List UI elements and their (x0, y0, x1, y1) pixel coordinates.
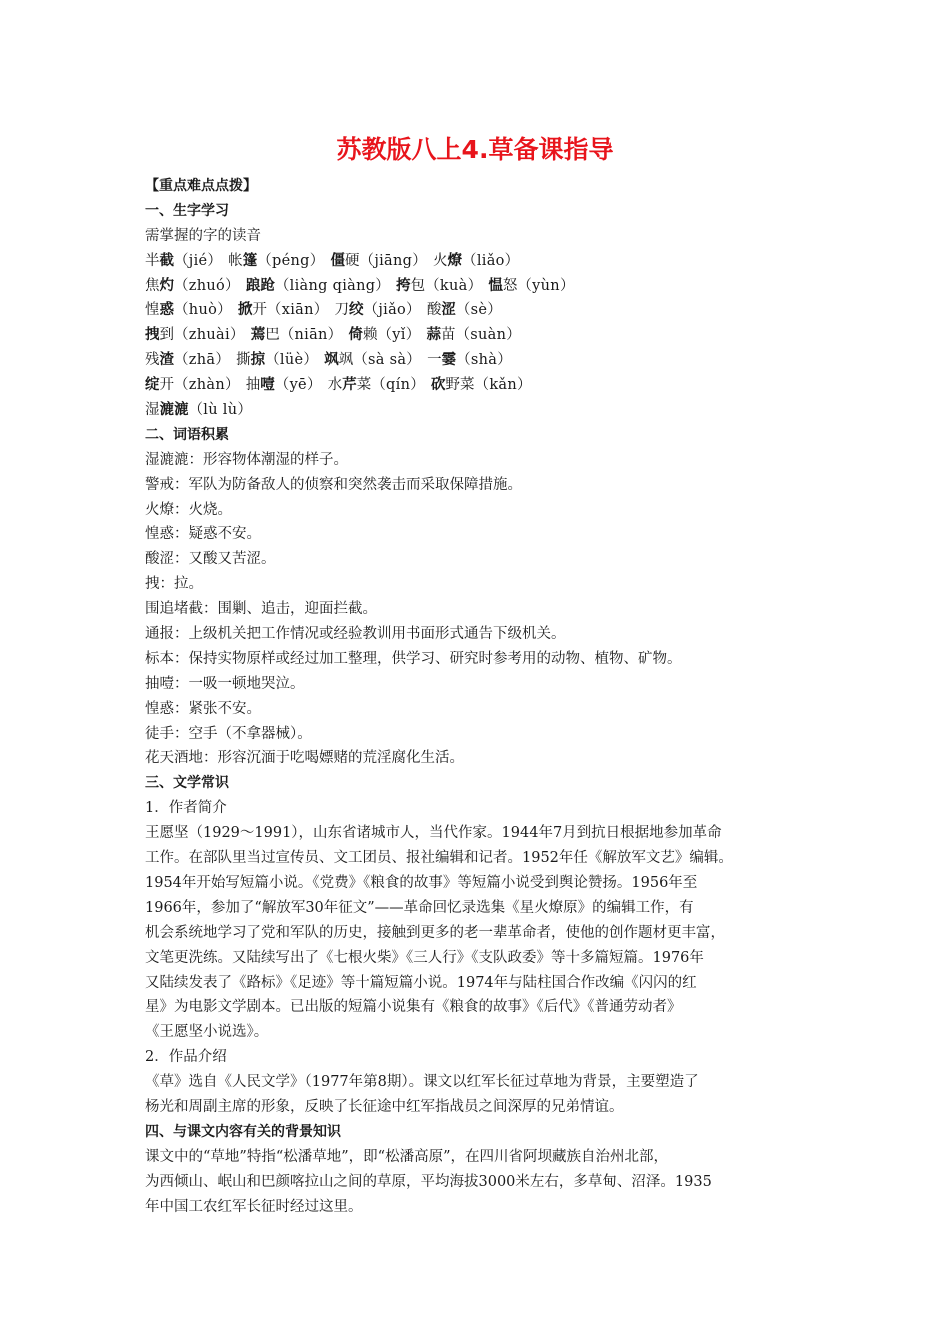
target-character: 飒 (324, 352, 339, 369)
pronunciation-intro: 需掌握的字的读音 (145, 227, 261, 244)
target-character: 霎 (441, 352, 457, 369)
pinyin: （jié） (174, 252, 223, 269)
word-part: 开 (159, 377, 174, 394)
heading-vocabulary: 二、词语积累 (145, 426, 229, 443)
paragraph-line: 星》为电影文学剧本。已出版的短篇小说集有《粮食的故事》《后代》《普通劳动者》 (145, 999, 682, 1016)
target-character: 篷 (242, 252, 258, 269)
word-part: 野菜 (445, 377, 475, 394)
paragraph-line: 工作。在部队里当过宣传员、文工团员、报社编辑和记者。1952年任《解放军文艺》编辑。 (145, 850, 733, 867)
target-character: 惑 (159, 302, 174, 319)
paragraph-line: 又陆续发表了《路标》《足迹》等十篇短篇小说。1974年与陆柱国合作改编《闪闪的红 (145, 974, 697, 991)
vocabulary-entry: 标本：保持实物原样或经过加工整理，供学习、研究时参考用的动物、植物、矿物。 (145, 650, 682, 667)
pronunciation-row (145, 373, 815, 398)
pinyin: （huò） (174, 302, 232, 319)
word-part: 开 (252, 302, 267, 319)
pronunciation-row (145, 323, 815, 348)
vocabulary-list (145, 448, 815, 772)
vocabulary-entry: 抽噎：一吸一顿地哭泣。 (145, 675, 305, 692)
word-part: 包 (410, 277, 426, 294)
pronunciation-word (427, 348, 512, 373)
document-title: 苏教版八上4.草备课指导 (336, 135, 614, 164)
word-part: 水 (327, 377, 343, 394)
pronunciation-word (145, 249, 222, 274)
pronunciation-list (145, 249, 815, 423)
word-part: 抽 (245, 377, 261, 394)
word-part: 惶 (145, 302, 160, 319)
vocabulary-entry: 火燎：火烧。 (145, 501, 232, 518)
pinyin: （liǎo） (462, 252, 520, 269)
pinyin: （yùn） (517, 277, 575, 294)
pronunciation-word (431, 373, 532, 398)
word-part: 硬 (345, 252, 360, 269)
target-character: 蒜 (426, 327, 441, 344)
word-part: 焦 (145, 277, 160, 294)
word-part: 菜 (356, 377, 372, 394)
word-part: 半 (145, 252, 160, 269)
pronunciation-word (145, 323, 245, 348)
section-key-heading: 【重点难点点拨】 (145, 178, 257, 194)
paragraph-line: 文笔更洗练。又陆续写出了《七根火柴》《三人行》《支队政委》等十多篇短篇。1976年 (145, 949, 704, 966)
word-part: 苗 (441, 327, 456, 344)
work-intro-paragraph (145, 1070, 815, 1120)
word-part: 酸 (426, 302, 442, 319)
pinyin: （xiān） (266, 302, 329, 319)
pronunciation-word (246, 373, 322, 398)
pinyin: （zhuài） (174, 327, 245, 344)
pinyin: （suàn） (455, 327, 522, 344)
target-character: 噎 (260, 377, 275, 394)
word-part: 巴 (265, 327, 280, 344)
pinyin: （jiǎo） (363, 302, 421, 319)
pronunciation-row (145, 398, 815, 423)
target-character: 愠 (488, 277, 503, 294)
pinyin: （liàng qiàng） (274, 277, 391, 294)
pronunciation-word (145, 398, 252, 423)
pinyin: （yǐ） (377, 327, 421, 344)
pronunciation-word (145, 298, 232, 323)
vocabulary-entry: 通报：上级机关把工作情况或经验教训用书面形式通告下级机关。 (145, 626, 566, 643)
author-intro-paragraph (145, 821, 815, 1045)
pronunciation-word (238, 298, 329, 323)
pinyin: （qín） (371, 377, 426, 394)
vocabulary-entry: 拽：拉。 (145, 576, 203, 593)
vocabulary-entry: 徒手：空手（不拿器械）。 (145, 725, 312, 742)
heading-character-study: 一、生字学习 (145, 202, 229, 219)
word-part: 一 (427, 352, 442, 369)
pinyin: （zhuó） (174, 277, 240, 294)
word-part: 飒 (338, 352, 354, 369)
pronunciation-row (145, 249, 815, 274)
pinyin: （sè） (455, 302, 503, 319)
pronunciation-word (236, 348, 318, 373)
vocabulary-entry: 酸涩：又酸又苦涩。 (145, 551, 276, 568)
pinyin: （shà） (456, 352, 513, 369)
target-character: 拽 (145, 327, 160, 344)
paragraph-line: 杨光和周副主席的形象，反映了长征途中红军指战员之间深厚的兄弟情谊。 (145, 1098, 624, 1115)
word-part: 帐 (228, 252, 243, 269)
pronunciation-word (396, 274, 482, 299)
author-intro-heading: 1．作者简介 (145, 800, 227, 817)
pronunciation-word (145, 274, 240, 299)
target-character: 踉跄 (245, 277, 275, 294)
work-intro-heading: 2．作品介绍 (145, 1049, 227, 1066)
target-character: 挎 (396, 277, 411, 294)
background-paragraph (145, 1145, 815, 1220)
pronunciation-row (145, 298, 815, 323)
target-character: 僵 (330, 252, 346, 269)
pronunciation-row (145, 348, 815, 373)
pinyin: （yē） (274, 377, 322, 394)
pronunciation-word (324, 348, 421, 373)
target-character: 漉漉 (159, 402, 189, 419)
paragraph-line: 1954年开始写短篇小说。《党费》《粮食的故事》等短篇小说受到舆论赞扬。1956年至 (145, 874, 698, 891)
vocabulary-entry: 惶惑：紧张不安。 (145, 700, 261, 717)
paragraph-line: 机会系统地学习了党和军队的历史，接触到更多的老一辈革命者，使他的创作题材更丰富， (145, 924, 725, 941)
target-character: 截 (159, 252, 174, 269)
pinyin: （sà sà） (353, 352, 422, 369)
vocabulary-entry: 惶惑：疑惑不安。 (145, 526, 261, 543)
pronunciation-word (331, 249, 428, 274)
pronunciation-word (427, 298, 502, 323)
pronunciation-word (335, 298, 421, 323)
pronunciation-word (145, 348, 230, 373)
target-character: 灼 (159, 277, 174, 294)
target-character: 绞 (349, 302, 364, 319)
pinyin: （zhā） (174, 352, 231, 369)
target-character: 蔫 (250, 327, 266, 344)
pinyin: （lüè） (265, 352, 319, 369)
document-body (145, 174, 815, 1219)
pronunciation-word (433, 249, 519, 274)
pinyin: （péng） (257, 252, 325, 269)
target-character: 绽 (145, 377, 160, 394)
target-character: 掠 (250, 352, 266, 369)
paragraph-line: 《草》选自《人民文学》（1977年第8期）。课文以红军长征过草地为背景，主要塑造了 (145, 1074, 699, 1091)
target-character: 砍 (431, 377, 446, 394)
paragraph-line: 年中国工农红军长征时经过这里。 (145, 1198, 363, 1215)
target-character: 渣 (159, 352, 174, 369)
heading-background-knowledge: 四、与课文内容有关的背景知识 (145, 1123, 341, 1140)
paragraph-line: 1966年，参加了“解放军30年征文”——革命回忆录选集《星火燎原》的编辑工作，有 (145, 899, 694, 916)
word-part: 到 (159, 327, 174, 344)
target-character: 倚 (348, 327, 363, 344)
vocabulary-entry: 花天酒地：形容沉湎于吃喝嫖赌的荒淫腐化生活。 (145, 750, 464, 767)
pronunciation-word (348, 323, 420, 348)
target-character: 芹 (342, 377, 357, 394)
pronunciation-word (246, 274, 390, 299)
pinyin: （kǎn） (474, 377, 532, 394)
target-character: 燎 (447, 252, 463, 269)
paragraph-line: 《王愿坚小说选》。 (145, 1024, 269, 1041)
target-character: 掀 (237, 302, 253, 319)
pronunciation-word (251, 323, 343, 348)
word-part: 残 (145, 352, 160, 369)
vocabulary-entry: 警戒：军队为防备敌人的侦察和突然袭击而采取保障措施。 (145, 476, 522, 493)
pinyin: （zhàn） (174, 377, 240, 394)
word-part: 火 (433, 252, 448, 269)
pinyin: （niān） (279, 327, 343, 344)
paragraph-line: 为西倾山、岷山和巴颜喀拉山之间的草原，平均海拔3000米左右，多草甸、沼泽。1935 (145, 1173, 712, 1190)
word-part: 赖 (362, 327, 378, 344)
vocabulary-entry: 围追堵截：围剿、追击，迎面拦截。 (145, 601, 377, 618)
pronunciation-row (145, 274, 815, 299)
pinyin: （lù lù） (188, 402, 253, 419)
heading-literary-knowledge: 三、文学常识 (145, 775, 229, 792)
pronunciation-word (328, 373, 425, 398)
pronunciation-word (228, 249, 324, 274)
vocabulary-entry: 湿漉漉：形容物体潮湿的样子。 (145, 451, 348, 468)
target-character: 涩 (441, 302, 456, 319)
paragraph-line: 王愿坚（1929～1991），山东省诸城市人，当代作家。1944年7月到抗日根据地参加革命 (145, 825, 722, 842)
pronunciation-word (145, 373, 240, 398)
pinyin: （jiāng） (359, 252, 428, 269)
word-part: 撕 (236, 352, 251, 369)
word-part: 怒 (502, 277, 518, 294)
word-part: 刀 (334, 302, 350, 319)
pronunciation-word (427, 323, 522, 348)
paragraph-line: 课文中的“草地”特指“松潘草地”，即“松潘高原”，在四川省阿坝藏族自治州北部， (145, 1148, 668, 1165)
pinyin: （kuà） (425, 277, 483, 294)
word-part: 湿 (145, 402, 160, 419)
pronunciation-word (488, 274, 574, 299)
